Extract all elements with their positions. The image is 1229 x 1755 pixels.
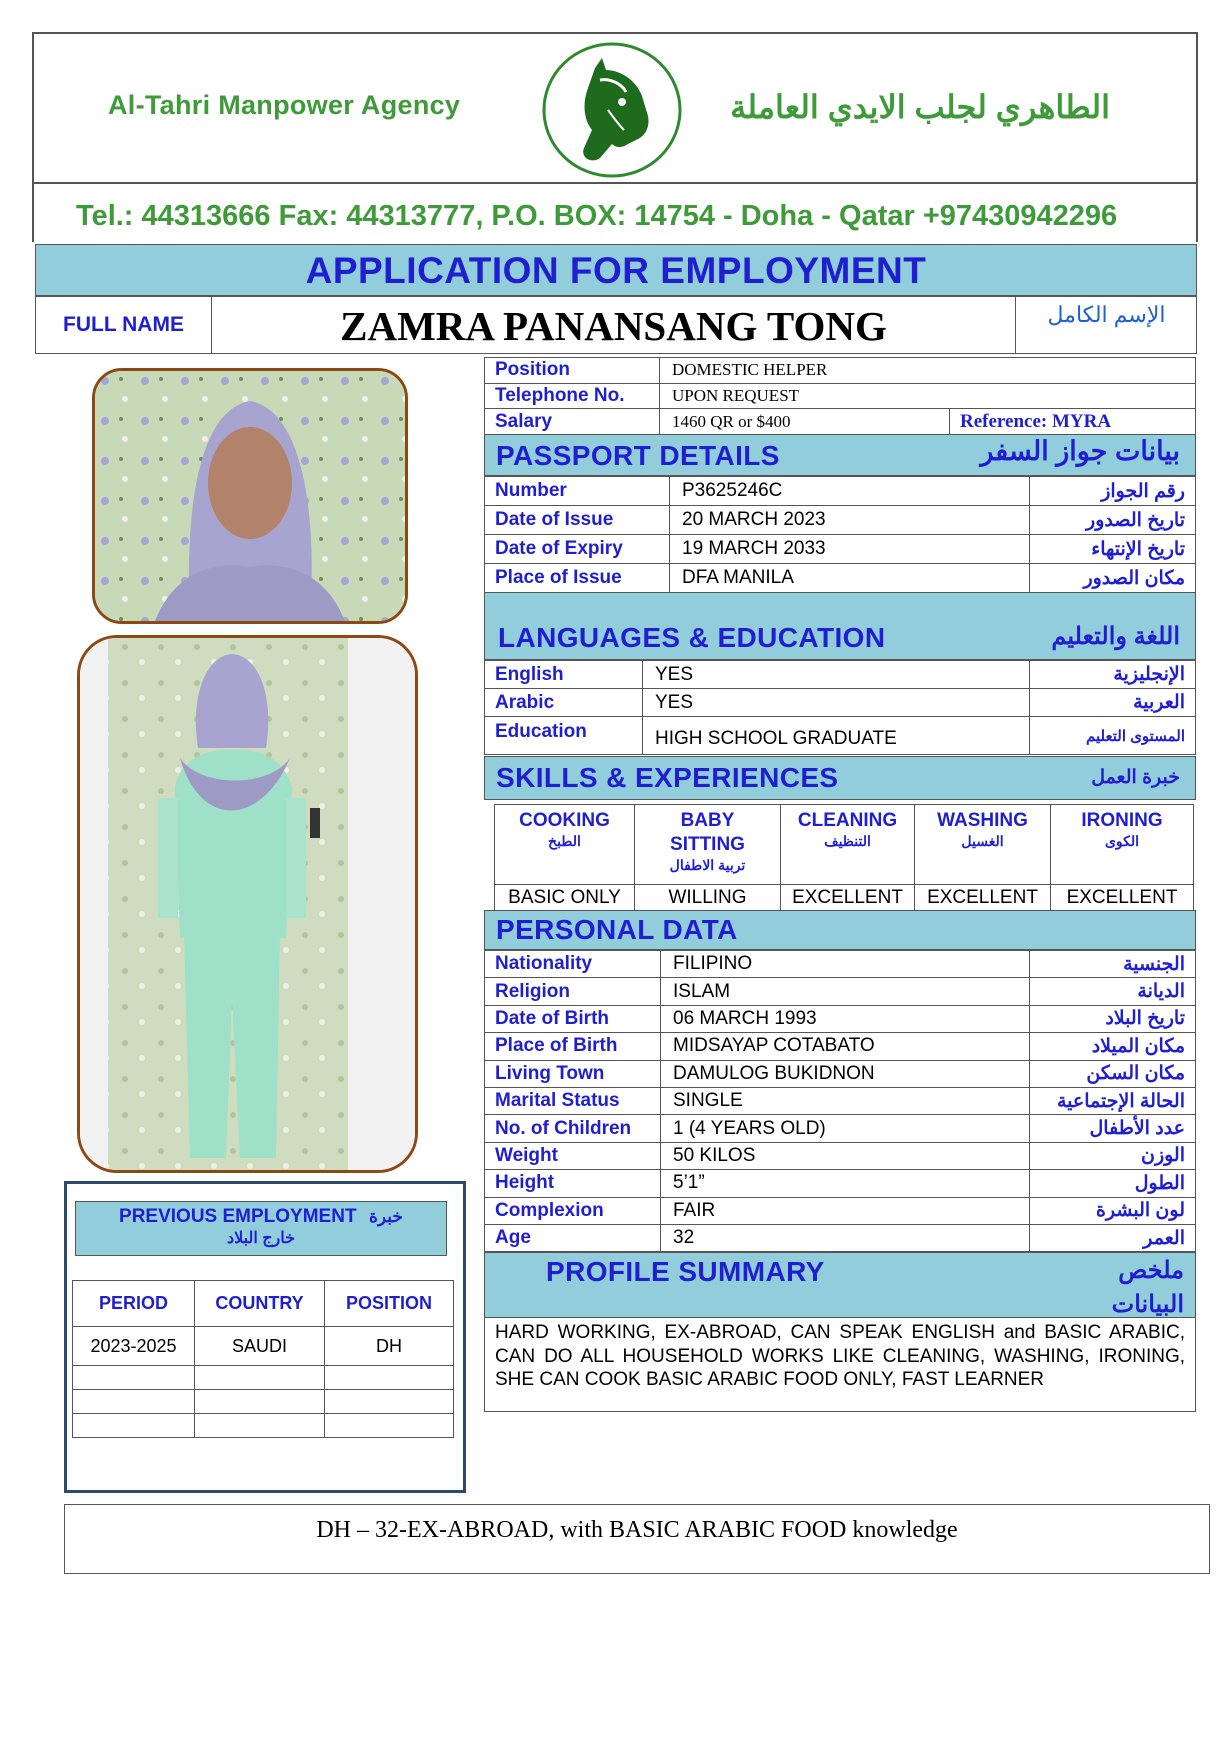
personal-label-ar: الجنسية <box>1030 951 1196 978</box>
previous-employment-heading-ar1: خبرة <box>369 1207 403 1226</box>
skill-label: CLEANING <box>797 810 898 831</box>
personal-value: ISLAM <box>661 978 1030 1005</box>
skill-label: BABY SITTING <box>670 810 745 855</box>
passport-table <box>484 476 1196 593</box>
table-row <box>485 1060 1196 1087</box>
personal-label: Complexion <box>485 1197 661 1224</box>
passport-label: Date of Issue <box>485 506 670 535</box>
reference: Reference: MYRA <box>950 409 1196 435</box>
personal-value: 1 (4 YEARS OLD) <box>661 1115 1030 1142</box>
table-row <box>485 689 1196 717</box>
personal-value: 32 <box>661 1224 1030 1251</box>
personal-table <box>484 950 1196 1252</box>
table-row <box>485 1033 1196 1060</box>
title-bar <box>35 244 1197 296</box>
table-row <box>73 1327 454 1366</box>
passport-label: Place of Issue <box>485 564 670 593</box>
personal-label: Age <box>485 1224 661 1251</box>
salary-value: 1460 QR or $400 <box>660 409 950 435</box>
skills-value-row <box>495 885 1194 911</box>
languages-table <box>484 660 1196 755</box>
table-row <box>485 358 1196 384</box>
table-row <box>73 1390 454 1414</box>
skill-label-ar: تربية الاطفال <box>669 857 746 873</box>
personal-label: Date of Birth <box>485 1005 661 1032</box>
summary-heading-ar-line2: البيانات <box>1111 1291 1184 1318</box>
personal-heading: PERSONAL DATA <box>496 914 738 945</box>
personal-label: Religion <box>485 978 661 1005</box>
passport-label-ar: تاريخ الإنتهاء <box>1030 535 1196 564</box>
footer-box <box>64 1504 1210 1574</box>
personal-value: FILIPINO <box>661 951 1030 978</box>
personal-label-ar: لون البشرة <box>1030 1197 1196 1224</box>
skill-label: IRONING <box>1081 810 1163 831</box>
table-row <box>485 717 1196 755</box>
position-label: Position <box>485 358 660 384</box>
passport-label-ar: تاريخ الصدور <box>1030 506 1196 535</box>
personal-value: 5’1” <box>661 1170 1030 1197</box>
column-header-period: PERIOD <box>73 1281 195 1327</box>
passport-value: DFA MANILA <box>670 564 1030 593</box>
skill-value: BASIC ONLY <box>495 885 635 911</box>
telephone-value: UPON REQUEST <box>660 383 1196 409</box>
table-row <box>485 1115 1196 1142</box>
passport-value: 19 MARCH 2033 <box>670 535 1030 564</box>
table-row <box>485 1005 1196 1032</box>
skill-value: WILLING <box>635 885 781 911</box>
language-value: YES <box>643 689 1030 717</box>
empty-cell <box>73 1390 195 1414</box>
personal-value: FAIR <box>661 1197 1030 1224</box>
table-row <box>485 951 1196 978</box>
language-value: YES <box>643 661 1030 689</box>
personal-label: Nationality <box>485 951 661 978</box>
skill-value: EXCELLENT <box>915 885 1051 911</box>
table-row <box>485 978 1196 1005</box>
table-row <box>73 1414 454 1438</box>
languages-heading: LANGUAGES & EDUCATION <box>498 622 886 653</box>
full-name-label: FULL NAME <box>36 297 212 353</box>
summary-text: HARD WORKING, EX-ABROAD, CAN SPEAK ENGLISH and BASIC ARABIC, CAN DO ALL HOUSEHOLD WORKS LIKE CLEANING, WASHING, IRONING, SHE CAN COOK BASIC ARABIC FOOD ONLY, FAST LEARNER <box>484 1318 1196 1412</box>
personal-label: Living Town <box>485 1060 661 1087</box>
empty-cell <box>73 1414 195 1438</box>
period-cell: 2023-2025 <box>73 1327 195 1366</box>
previous-employment-table <box>72 1280 454 1438</box>
table-row <box>485 1197 1196 1224</box>
skill-cleaning <box>781 805 915 885</box>
agency-name-ar: الطاهري لجلب الايدي العاملة <box>730 89 1110 125</box>
table-row <box>485 506 1196 535</box>
skill-label-ar: التنظيف <box>824 833 871 849</box>
table-row <box>485 1224 1196 1251</box>
passport-label-ar: رقم الجواز <box>1030 477 1196 506</box>
personal-label: Height <box>485 1170 661 1197</box>
summary-heading-ar-line1: ملخص <box>1118 1257 1184 1284</box>
summary-heading: PROFILE SUMMARY <box>546 1256 825 1287</box>
salary-label: Salary <box>485 409 660 435</box>
personal-label-ar: مكان السكن <box>1030 1060 1196 1087</box>
table-row <box>485 1170 1196 1197</box>
personal-label-ar: تاريخ البلاد <box>1030 1005 1196 1032</box>
table-row <box>485 409 1196 435</box>
empty-cell <box>325 1366 454 1390</box>
telephone-label: Telephone No. <box>485 383 660 409</box>
education-value: HIGH SCHOOL GRADUATE <box>643 717 1030 755</box>
personal-label: Marital Status <box>485 1087 661 1114</box>
column-header-country: COUNTRY <box>195 1281 325 1327</box>
skill-washing <box>915 805 1051 885</box>
table-row <box>485 564 1196 593</box>
full-name-label-ar: الإسم الكامل <box>1015 297 1197 353</box>
page-title: APPLICATION FOR EMPLOYMENT <box>305 250 927 291</box>
skill-baby-sitting <box>635 805 781 885</box>
passport-label: Number <box>485 477 670 506</box>
table-row <box>485 477 1196 506</box>
previous-employment-heading-bar <box>75 1201 447 1256</box>
personal-label: No. of Children <box>485 1115 661 1142</box>
personal-value: SINGLE <box>661 1087 1030 1114</box>
table-row <box>73 1366 454 1390</box>
position-table <box>484 357 1196 435</box>
education-label: Education <box>485 717 643 755</box>
skill-label: WASHING <box>937 810 1028 831</box>
skills-heading: SKILLS & EXPERIENCES <box>496 762 839 793</box>
country-cell: SAUDI <box>195 1327 325 1366</box>
personal-value: MIDSAYAP COTABATO <box>661 1033 1030 1060</box>
empty-cell <box>73 1366 195 1390</box>
skill-label: COOKING <box>519 810 610 831</box>
skill-value: EXCELLENT <box>781 885 915 911</box>
skills-header-row <box>495 805 1194 885</box>
education-label-ar: المستوى التعليم <box>1030 717 1196 755</box>
column-header-position: POSITION <box>325 1281 454 1327</box>
passport-label: Date of Expiry <box>485 535 670 564</box>
personal-label-ar: مكان الميلاد <box>1030 1033 1196 1060</box>
skill-label-ar: الطبخ <box>548 833 581 849</box>
position-cell: DH <box>325 1327 454 1366</box>
language-label: Arabic <box>485 689 643 717</box>
personal-label-ar: الحالة الإجتماعية <box>1030 1087 1196 1114</box>
language-label: English <box>485 661 643 689</box>
languages-heading-ar: اللغة والتعليم <box>1051 623 1180 650</box>
table-row <box>485 1142 1196 1169</box>
empty-cell <box>195 1366 325 1390</box>
empty-cell <box>195 1390 325 1414</box>
table-row <box>485 535 1196 564</box>
face-photo <box>92 368 408 624</box>
language-label-ar: العربية <box>1030 689 1196 717</box>
personal-label: Place of Birth <box>485 1033 661 1060</box>
skill-label-ar: الغسيل <box>961 833 1004 849</box>
personal-value: DAMULOG BUKIDNON <box>661 1060 1030 1087</box>
empty-cell <box>195 1414 325 1438</box>
passport-label-ar: مكان الصدور <box>1030 564 1196 593</box>
previous-employment-heading: PREVIOUS EMPLOYMENT <box>119 1206 357 1227</box>
personal-label-ar: الديانة <box>1030 978 1196 1005</box>
agency-name-en: Al-Tahri Manpower Agency <box>108 90 461 120</box>
personal-label: Weight <box>485 1142 661 1169</box>
skill-value: EXCELLENT <box>1051 885 1194 911</box>
previous-employment-heading-ar2: خارج البلاد <box>226 1230 296 1247</box>
summary-heading-ar <box>1030 1254 1184 1322</box>
passport-heading: PASSPORT DETAILS <box>496 440 780 471</box>
horse-head-icon <box>540 40 684 180</box>
language-label-ar: الإنجليزية <box>1030 661 1196 689</box>
skills-table <box>494 804 1194 911</box>
personal-label-ar: الوزن <box>1030 1142 1196 1169</box>
personal-value: 06 MARCH 1993 <box>661 1005 1030 1032</box>
personal-label-ar: عدد الأطفال <box>1030 1115 1196 1142</box>
skill-cooking <box>495 805 635 885</box>
full-name-value: ZAMRA PANANSANG TONG <box>340 303 887 349</box>
skill-ironing <box>1051 805 1194 885</box>
passport-value: P3625246C <box>670 477 1030 506</box>
contact-line: Tel.: 44313666 Fax: 44313777, P.O. BOX: 14754 - Doha - Qatar +97430942296 <box>76 200 1118 232</box>
skills-heading-ar: خبرة العمل <box>1091 767 1180 788</box>
personal-label-ar: الطول <box>1030 1170 1196 1197</box>
empty-cell <box>325 1390 454 1414</box>
table-row <box>485 1087 1196 1114</box>
skill-label-ar: الكوى <box>1104 833 1140 849</box>
personal-value: 50 KILOS <box>661 1142 1030 1169</box>
full-body-photo <box>77 635 418 1173</box>
table-row <box>485 661 1196 689</box>
footer-note: DH – 32-EX-ABROAD, with BASIC ARABIC FOOD knowledge <box>316 1517 958 1543</box>
personal-label-ar: العمر <box>1030 1224 1196 1251</box>
passport-value: 20 MARCH 2023 <box>670 506 1030 535</box>
table-row <box>485 383 1196 409</box>
position-value: DOMESTIC HELPER <box>660 358 1196 384</box>
empty-cell <box>325 1414 454 1438</box>
table-header-row <box>73 1281 454 1327</box>
passport-heading-ar: بيانات جواز السفر <box>980 436 1180 466</box>
